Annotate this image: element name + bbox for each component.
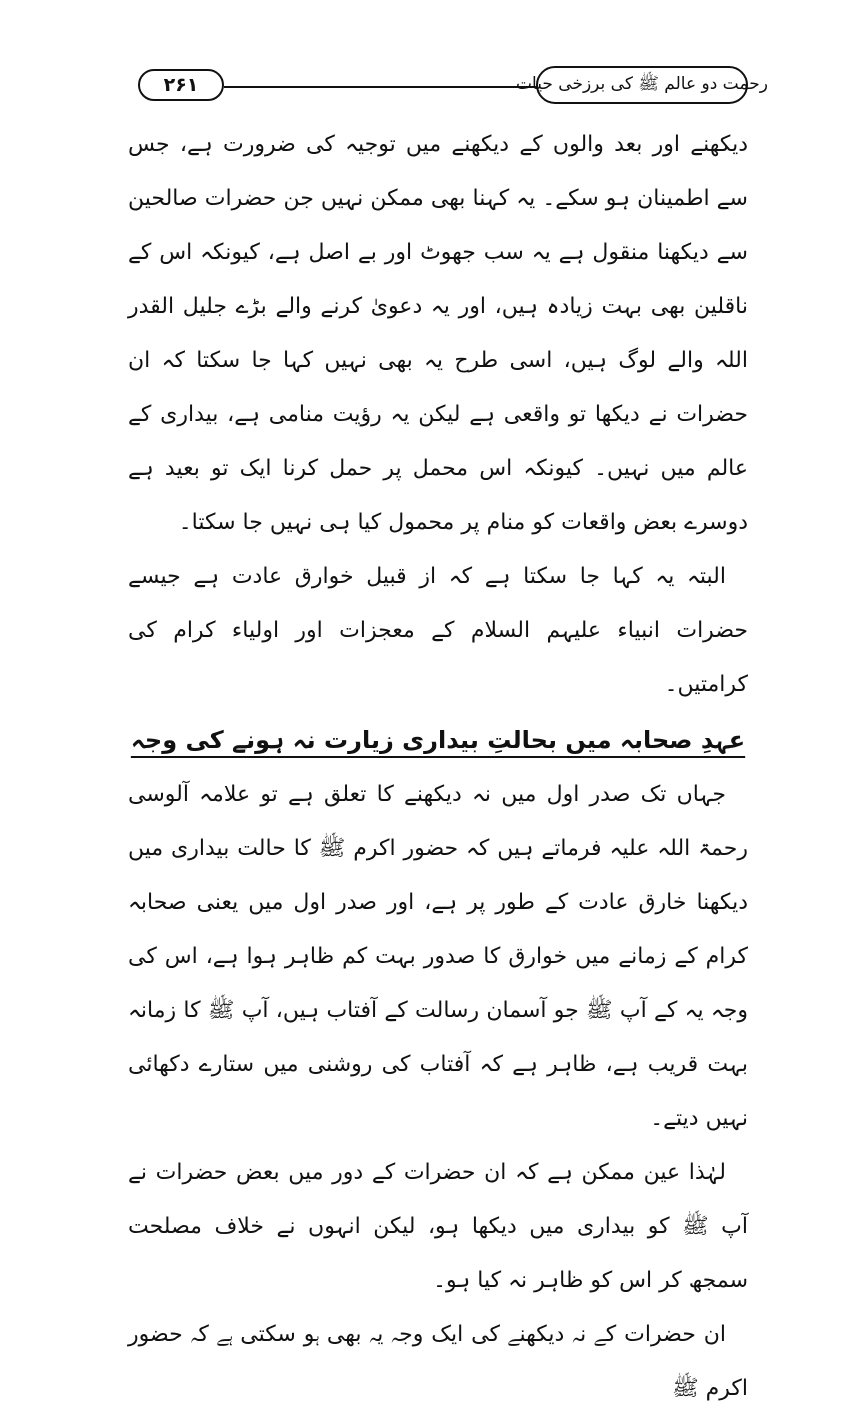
paragraph-3: جہاں تک صدر اول میں نہ دیکھنے کا تعلق ہے تو علامہ آلوسی رحمۃ اللہ علیہ فرماتے ہیں کہ حضور اکرم ﷺ کا حالت بیداری میں دیکھنا خارق عادت کے طور پر ہے، اور صدر اول میں یعنی صحابہ کرام کے زمانے میں خوارق کا صدور بہت کم ظاہر ہوا ہے، اس کی وجہ یہ کے آپ ﷺ جو آسمان رسالت کے آفتاب ہیں، آپ ﷺ کا زمانہ بہت قریب ہے، ظاہر ہے کہ آفتاب کی روشنی میں ستارے دکھائی نہیں دیتے۔	[128, 782, 749, 1131]
running-title: رحمت دو عالم ﷺ کی برزخی حیات	[536, 66, 748, 104]
paragraph-2: البتہ یہ کہا جا سکتا ہے کہ از قبیل خوارق عادت ہے جیسے حضرات انبیاء علیہم السلام کے معجزات اور اولیاء کرام کی کرامتیں۔	[128, 564, 748, 697]
paragraph-5: ان حضرات کے نہ دیکھنے کی ایک وجہ یہ بھی ہو سکتی ہے کہ حضور اکرم ﷺ	[128, 1322, 748, 1401]
page-header	[138, 66, 768, 106]
header-rule	[224, 86, 538, 88]
body-text	[128, 118, 748, 1416]
paragraph-1: دیکھنے اور بعد والوں کے دیکھنے میں توجیہ کی ضرورت ہے، جس سے اطمینان ہو سکے۔ یہ کہنا بھی ممکن نہیں جن حضرات صالحین سے دیکھنا منقول ہے یہ سب جھوٹ اور بے اصل ہے، کیونکہ اس کے ناقلین بھی بہت زیادہ ہیں، اور یہ دعویٰ کرنے والے بڑے جلیل القدر اللہ والے لوگ ہیں، اسی طرح یہ بھی نہیں کہا جا سکتا کہ ان حضرات نے دیکھا تو واقعی ہے لیکن یہ رؤیت منامی ہے، بیداری کے عالم میں نہیں۔ کیونکہ اس محمل پر حمل کرنا ایک تو بعید ہے دوسرے بعض واقعات کو منام پر محمول کیا ہی نہیں جا سکتا۔	[128, 132, 748, 535]
section-heading: عہدِ صحابہ میں بحالتِ بیداری زیارت نہ ہونے کی وجہ	[130, 726, 746, 754]
page-number: ۲۶۱	[138, 69, 224, 101]
paragraph-4: لہٰذا عین ممکن ہے کہ ان حضرات کے دور میں بعض حضرات نے آپ ﷺ کو بیداری میں دیکھا ہو، لیکن انہوں نے خلاف مصلحت سمجھ کر اس کو ظاہر نہ کیا ہو۔	[128, 1160, 748, 1293]
